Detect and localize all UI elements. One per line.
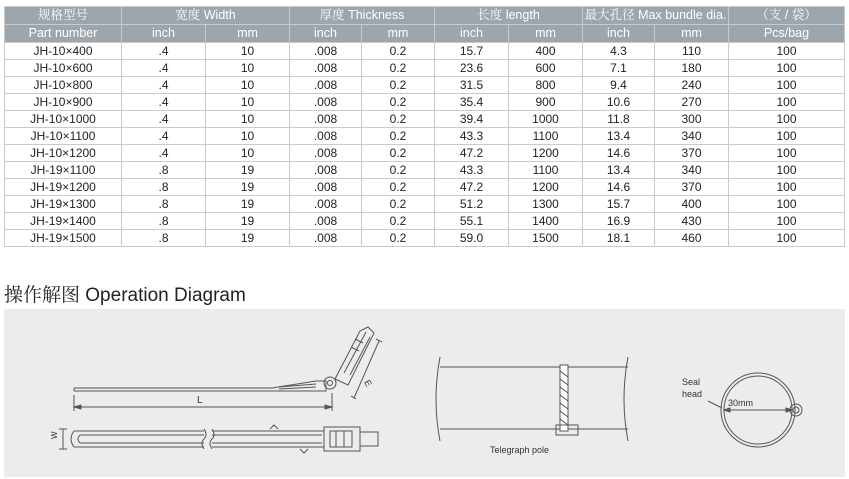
table-cell: 10 (206, 128, 290, 145)
bundle-ring-diagram (682, 373, 802, 447)
header-unit-inch: inch (290, 25, 362, 43)
table-cell: .4 (122, 94, 206, 111)
table-cell: 4.3 (583, 43, 655, 60)
table-cell: 0.2 (362, 128, 435, 145)
table-cell: .4 (122, 43, 206, 60)
header-unit-mm: mm (655, 25, 729, 43)
table-cell: 0.2 (362, 179, 435, 196)
table-cell: 0.2 (362, 43, 435, 60)
table-cell: JH-10×800 (5, 77, 122, 94)
spec-table (4, 6, 845, 247)
table-cell: .4 (122, 128, 206, 145)
tie-width-diagram (50, 425, 378, 453)
header-part-en: Part number (5, 25, 122, 43)
table-cell: 10 (206, 43, 290, 60)
table-row (5, 213, 845, 230)
dim-label-w: W (50, 431, 59, 439)
table-row (5, 60, 845, 77)
table-row (5, 162, 845, 179)
table-cell: 430 (655, 213, 729, 230)
table-cell: .4 (122, 60, 206, 77)
table-cell: JH-19×1200 (5, 179, 122, 196)
table-cell: 240 (655, 77, 729, 94)
header-length: 长度 length (435, 7, 583, 25)
table-row (5, 145, 845, 162)
ring-dim-label: 30mm (728, 398, 754, 408)
table-cell: 100 (729, 162, 845, 179)
table-cell: .4 (122, 77, 206, 94)
table-row (5, 111, 845, 128)
header-unit-mm: mm (362, 25, 435, 43)
table-row (5, 179, 845, 196)
table-cell: 460 (655, 230, 729, 247)
table-cell: 10 (206, 111, 290, 128)
table-cell: 100 (729, 213, 845, 230)
table-cell: JH-10×1200 (5, 145, 122, 162)
operation-diagram-panel (4, 309, 845, 477)
table-cell: 100 (729, 94, 845, 111)
table-cell: 900 (509, 94, 583, 111)
table-cell: 10 (206, 94, 290, 111)
table-cell: 370 (655, 145, 729, 162)
table-row (5, 94, 845, 111)
table-cell: 100 (729, 60, 845, 77)
table-cell: 59.0 (435, 230, 509, 247)
table-cell: 23.6 (435, 60, 509, 77)
table-cell: 0.2 (362, 196, 435, 213)
table-cell: 0.2 (362, 145, 435, 162)
table-cell: .4 (122, 145, 206, 162)
table-cell: 10.6 (583, 94, 655, 111)
table-cell: 43.3 (435, 162, 509, 179)
table-cell: 300 (655, 111, 729, 128)
table-cell: 0.2 (362, 77, 435, 94)
table-cell: .008 (290, 111, 362, 128)
table-cell: 340 (655, 128, 729, 145)
table-cell: 14.6 (583, 145, 655, 162)
telegraph-pole-diagram (436, 357, 628, 455)
table-cell: 1100 (509, 128, 583, 145)
table-cell: .008 (290, 162, 362, 179)
table-cell: .4 (122, 111, 206, 128)
dim-label-l: L (197, 395, 203, 406)
table-cell: 800 (509, 77, 583, 94)
table-cell: 180 (655, 60, 729, 77)
table-cell: 13.4 (583, 162, 655, 179)
table-cell: .8 (122, 213, 206, 230)
table-cell: 0.2 (362, 162, 435, 179)
table-cell: 19 (206, 179, 290, 196)
table-cell: 100 (729, 145, 845, 162)
table-cell: 10 (206, 60, 290, 77)
table-cell: JH-10×400 (5, 43, 122, 60)
table-cell: .008 (290, 43, 362, 60)
table-cell: 31.5 (435, 77, 509, 94)
table-cell: 1400 (509, 213, 583, 230)
table-cell: .008 (290, 77, 362, 94)
header-unit-mm: mm (509, 25, 583, 43)
table-cell: 13.4 (583, 128, 655, 145)
table-cell: 1000 (509, 111, 583, 128)
table-cell: 1200 (509, 179, 583, 196)
table-cell: .008 (290, 213, 362, 230)
table-cell: .8 (122, 162, 206, 179)
table-cell: 100 (729, 43, 845, 60)
header-unit-inch: inch (583, 25, 655, 43)
table-cell: JH-19×1300 (5, 196, 122, 213)
table-cell: JH-19×1400 (5, 213, 122, 230)
table-row (5, 43, 845, 60)
table-cell: 100 (729, 196, 845, 213)
table-cell: JH-10×1000 (5, 111, 122, 128)
table-cell: 1300 (509, 196, 583, 213)
tie-length-diagram (74, 327, 382, 411)
operation-diagram (4, 309, 845, 477)
seal-head-label: head (682, 389, 703, 399)
table-cell: .008 (290, 145, 362, 162)
table-cell: .008 (290, 128, 362, 145)
table-cell: .8 (122, 179, 206, 196)
spec-table-body (5, 43, 845, 247)
table-cell: 0.2 (362, 60, 435, 77)
table-cell: 100 (729, 179, 845, 196)
table-cell: 39.4 (435, 111, 509, 128)
table-cell: 19 (206, 162, 290, 179)
table-cell: JH-10×600 (5, 60, 122, 77)
header-pcs-en: Pcs/bag (729, 25, 845, 43)
header-width: 宽度 Width (122, 7, 290, 25)
table-cell: .8 (122, 230, 206, 247)
table-cell: JH-19×1500 (5, 230, 122, 247)
table-cell: 0.2 (362, 230, 435, 247)
table-row (5, 77, 845, 94)
header-unit-mm: mm (206, 25, 290, 43)
table-cell: 16.9 (583, 213, 655, 230)
table-cell: 100 (729, 230, 845, 247)
table-cell: 55.1 (435, 213, 509, 230)
table-cell: 100 (729, 77, 845, 94)
table-cell: 19 (206, 196, 290, 213)
table-cell: JH-10×1100 (5, 128, 122, 145)
table-cell: .008 (290, 94, 362, 111)
table-row (5, 230, 845, 247)
table-cell: 1100 (509, 162, 583, 179)
table-cell: 1500 (509, 230, 583, 247)
table-cell: 10 (206, 77, 290, 94)
table-cell: 7.1 (583, 60, 655, 77)
table-cell: 11.8 (583, 111, 655, 128)
header-bundle: 最大孔径 Max bundle dia. (583, 7, 729, 25)
table-row (5, 196, 845, 213)
table-cell: 19 (206, 230, 290, 247)
table-cell: 15.7 (583, 196, 655, 213)
table-cell: .008 (290, 60, 362, 77)
table-cell: 47.2 (435, 179, 509, 196)
table-cell: 9.4 (583, 77, 655, 94)
table-cell: 15.7 (435, 43, 509, 60)
table-cell: 400 (509, 43, 583, 60)
table-cell: 340 (655, 162, 729, 179)
pole-caption: Telegraph pole (490, 445, 550, 455)
table-cell: JH-19×1100 (5, 162, 122, 179)
table-cell: 0.2 (362, 111, 435, 128)
header-unit-inch: inch (122, 25, 206, 43)
section-title: 操作解图 Operation Diagram (4, 285, 246, 306)
table-cell: 0.2 (362, 213, 435, 230)
table-cell: .008 (290, 230, 362, 247)
table-cell: 47.2 (435, 145, 509, 162)
table-cell: 35.4 (435, 94, 509, 111)
dim-label-e: E (362, 378, 374, 389)
table-cell: 370 (655, 179, 729, 196)
table-cell: 0.2 (362, 94, 435, 111)
table-cell: 10 (206, 145, 290, 162)
table-cell: .008 (290, 179, 362, 196)
header-unit-inch: inch (435, 25, 509, 43)
table-cell: 14.6 (583, 179, 655, 196)
header-thickness: 厚度 Thickness (290, 7, 435, 25)
table-cell: 270 (655, 94, 729, 111)
seal-head-label: Seal (682, 377, 701, 387)
table-cell: 600 (509, 60, 583, 77)
table-cell: 51.2 (435, 196, 509, 213)
header-pcs-cn: （支 / 袋） (729, 7, 845, 25)
table-cell: 400 (655, 196, 729, 213)
table-cell: 110 (655, 43, 729, 60)
table-cell: .8 (122, 196, 206, 213)
table-cell: JH-10×900 (5, 94, 122, 111)
table-cell: 100 (729, 128, 845, 145)
header-part-cn: 规格型号 (5, 7, 122, 25)
table-cell: 1200 (509, 145, 583, 162)
table-cell: .008 (290, 196, 362, 213)
table-cell: 19 (206, 213, 290, 230)
table-cell: 18.1 (583, 230, 655, 247)
table-cell: 100 (729, 111, 845, 128)
table-cell: 43.3 (435, 128, 509, 145)
table-row (5, 128, 845, 145)
